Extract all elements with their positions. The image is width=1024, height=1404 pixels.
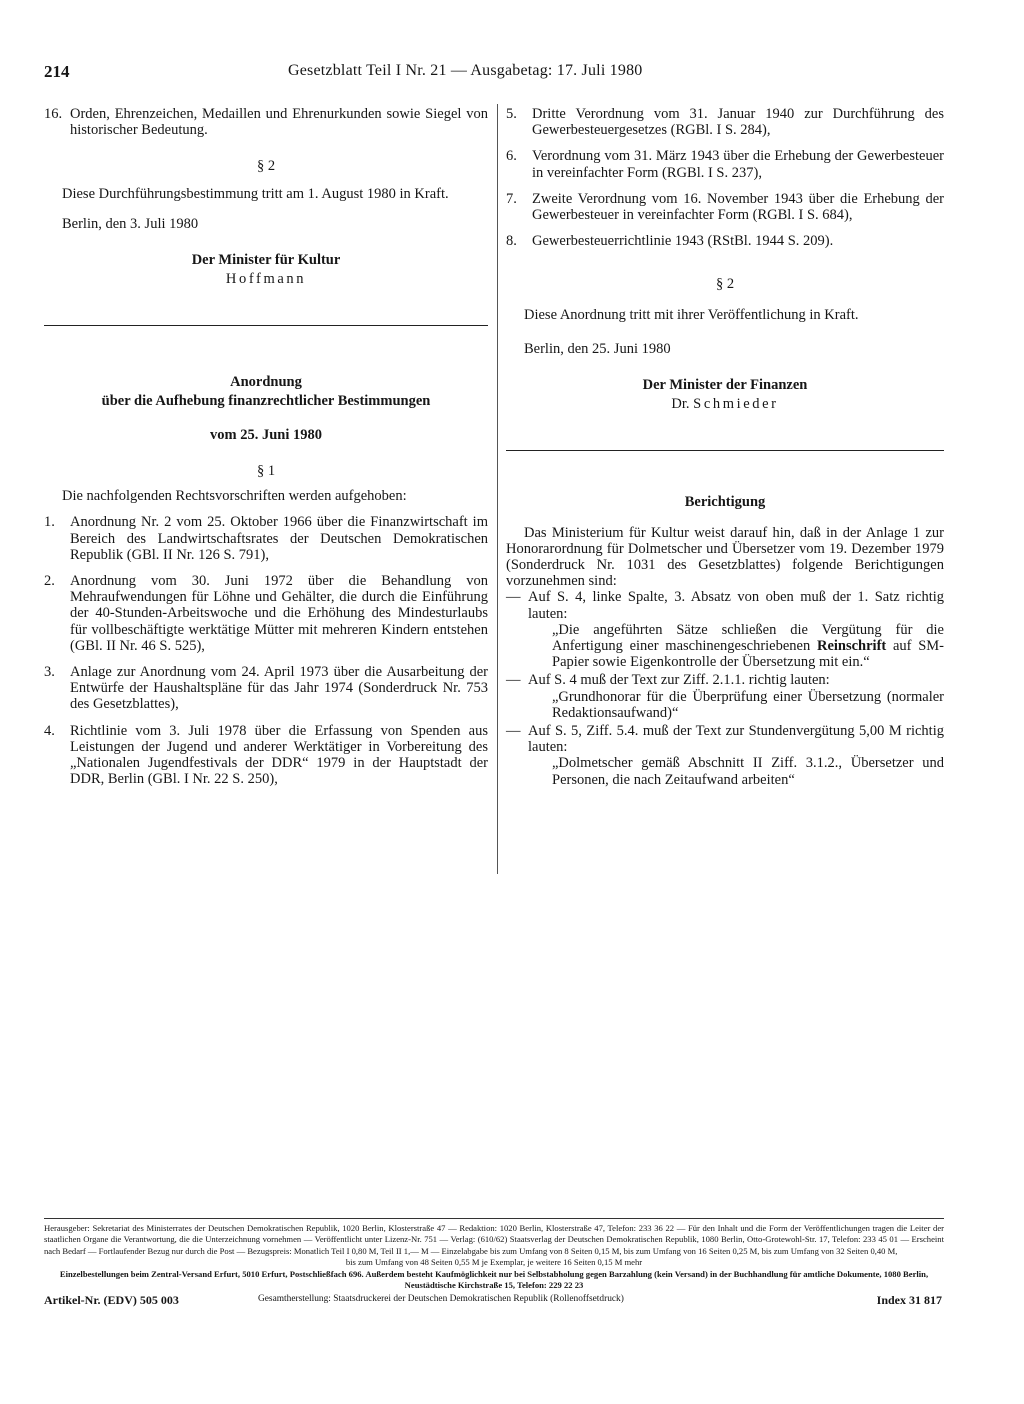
footer-rule [44, 1218, 944, 1219]
quote-text: „Die angeführten Sätze schließen die Vergütung für die Anfertigung einer maschinengeschriebenen [552, 621, 944, 655]
column-divider [497, 104, 498, 874]
section-rule [506, 450, 944, 451]
imprint-continued: bis zum Umfang von 48 Seiten 0,55 M je Exemplar, je weitere 16 Seiten 0,15 M mehr [345, 1257, 643, 1268]
page-footer [44, 1218, 944, 1309]
order-info: Einzelbestellungen beim Zentral-Versand Erfurt, 5010 Erfurt, Postschließfach 696. Außerdem besteht Kaufmöglichkeit nur bei Selbstabholung gegen Barzahlung (kein Versand) in der Buchhandlung für amtliche Dokumente, 1080 Berlin, Neustädtische Kirchstraße 15, Telefon: 229 22 23 [59, 1268, 929, 1291]
item-number: 7. [506, 190, 517, 207]
item-text: Anlage zur Anordnung vom 24. April 1973 über die Ausarbeitung der Entwürfe der Haushaltspläne für das Jahr 1974 (Sonderdruck Nr. 753 des Gesetzblattes), [70, 664, 488, 713]
order-subtitle: über die Aufhebung finanzrechtlicher Bestimmungen [101, 392, 431, 409]
correction-text: Auf S. 4 muß der Text zur Ziff. 2.1.1. richtig lauten: [528, 672, 830, 689]
list-item [44, 664, 488, 713]
list-item [506, 148, 944, 180]
correction-item [506, 589, 944, 621]
section-intro: Die nachfolgenden Rechtsvorschriften werden aufgehoben: [62, 488, 407, 505]
list-item [44, 573, 488, 654]
article-number: Artikel-Nr. (EDV) 505 003 [44, 1293, 179, 1308]
item-number: 5. [506, 106, 517, 122]
item-text: Zweite Verordnung vom 16. November 1943 über die Erhebung der Gewerbesteuer in vereinfachter Form (RGBl. I S. 684), [532, 190, 944, 224]
correction-intro: Das Ministerium für Kultur weist darauf hin, daß in der Anlage 1 zur Honorarordnung für Dolmetscher und Übersetzer vom 19. Dezember 1979 (Sonderdruck Nr. 1031 des Gesetzblattes) folgende Berichtigungen vorzunehmen sind: [506, 524, 944, 590]
order-title: Anordnung [230, 374, 302, 391]
section-heading: § 2 [256, 158, 276, 175]
section-heading: § 2 [715, 276, 735, 293]
item-number: 1. [44, 514, 55, 531]
place-date: Berlin, den 3. Juli 1980 [62, 215, 199, 232]
item-text: Dritte Verordnung vom 31. Januar 1940 zur Durchführung des Gewerbesteuergesetzes (RGBl. I S. 284), [532, 106, 944, 139]
correction-quote: „Dolmetscher gemäß Abschnitt II Ziff. 3.1.2., Übersetzer und Personen, die nach Zeitaufwand arbeiten“ [552, 755, 944, 788]
item-text: Anordnung Nr. 2 vom 25. Oktober 1966 über die Finanzwirtschaft im Bereich des Landwirtschaftsrates der Deutschen Demokratischen Republik (GBl. II Nr. 126 S. 791), [70, 514, 488, 563]
left-column [44, 104, 488, 787]
quote-bold: Reinschrift [816, 638, 887, 655]
dash-marker: — [506, 589, 521, 606]
footer-bottom-line [44, 1293, 944, 1309]
list-item [506, 191, 944, 223]
item-number: 3. [44, 664, 55, 681]
item-text: Orden, Ehrenzeichen, Medaillen und Ehrenurkunden sowie Siegel von historischer Bedeutung. [70, 106, 488, 139]
quote-text: auf SM-Papier sowie Eigenkontrolle der Übersetzung mit ein.“ [552, 638, 944, 671]
section-text: Diese Anordnung tritt mit ihrer Veröffentlichung in Kraft. [524, 306, 859, 323]
list-item [506, 233, 944, 249]
page-number: 214 [44, 62, 70, 81]
correction-item [506, 672, 944, 688]
section-text: Diese Durchführungsbestimmung tritt am 1. August 1980 in Kraft. [62, 185, 449, 202]
order-date: vom 25. Juni 1980 [210, 426, 322, 443]
signer-name: Hoffmann [225, 271, 307, 288]
item-text: Verordnung vom 31. März 1943 über die Erhebung der Gewerbesteuer in vereinfachter Form (RGBl. I S. 237), [532, 148, 944, 181]
item-text: Gewerbesteuerrichtlinie 1943 (RStBl. 1944 S. 209). [532, 233, 834, 250]
list-item [44, 106, 488, 138]
correction-text: Auf S. 5, Ziff. 5.4. muß der Text zur Stundenvergütung 5,00 M richtig lauten: [528, 723, 944, 756]
printer-info: Gesamtherstellung: Staatsdruckerei der Deutschen Demokratischen Republik (Rollenoffsetdruck) [258, 1294, 624, 1305]
signer-name: Schmieder [693, 396, 779, 413]
place-date: Berlin, den 25. Juni 1980 [524, 340, 671, 357]
item-number: 6. [506, 148, 517, 165]
section-rule [44, 325, 488, 326]
correction-title: Berichtigung [684, 494, 766, 511]
list-item [506, 106, 944, 138]
correction-quote [552, 622, 944, 671]
list-item [44, 723, 488, 788]
item-text: Anordnung vom 30. Juni 1972 über die Behandlung von Mehraufwendungen für Löhne und Gehälter, die durch die Einführung der 40-Stunden-Arbeitswoche und die Erhöhung des Mindesturlaubs für vollbeschäftigte werktätige Mütter mit mehreren Kindern entstehen (GBl. II Nr. 46 S. 525), [70, 573, 488, 654]
page-header [44, 60, 944, 86]
correction-item [506, 723, 944, 755]
list-item [44, 514, 488, 563]
signer-line [506, 396, 944, 412]
signer-prefix: Dr. [671, 396, 690, 413]
dash-marker: — [506, 723, 521, 740]
imprint: Herausgeber: Sekretariat des Ministerrates der Deutschen Demokratischen Republik, 1020 Berlin, Klosterstraße 47 — Redaktion: 1020 Berlin, Klosterstraße 47, Telefon: 233 36 22 — Für den Inhalt und die Form der Veröffentlichungen tragen die Leiter der staatlichen Organe die Verantwortung, die die Unterzeichnung vornehmen — Veröffentlicht unter Lizenz-Nr. 751 — Verlag: (610/62) Staatsverlag der Deutschen Demokratischen Republik, 1080 Berlin, Otto-Grotewohl-Str. 17, Telefon: 233 45 01 — Erscheint nach Bedarf — Fortlaufender Bezug nur durch die Post — Bezugspreis: Monatlich Teil I 0,80 M, Teil II 1,— M — Einzelabgabe bis zum Umfang von 8 Seiten 0,15 M, bis zum Umfang von 16 Seiten 0,25 M, bis zum Umfang von 32 Seiten 0,40 M, [44, 1223, 944, 1256]
signer-title: Der Minister für Kultur [191, 252, 341, 269]
right-column [506, 104, 944, 788]
header-title: Gesetzblatt Teil I Nr. 21 — Ausgabetag: 17. Juli 1980 [288, 62, 643, 79]
section-heading: § 1 [256, 463, 276, 480]
item-text: Richtlinie vom 3. Juli 1978 über die Erfassung von Spenden aus Leistungen der Jugend und anderer Werktätiger in Vorbereitung des „Nationalen Jugendfestivals der DDR“ 1979 in der Hauptstadt der DDR, Berlin (GBl. I Nr. 22 S. 250), [70, 722, 488, 788]
index-number: Index 31 817 [876, 1293, 942, 1308]
correction-quote: „Grundhonorar für die Überprüfung einer Übersetzung (normaler Redaktionsaufwand)“ [552, 688, 944, 721]
item-number: 4. [44, 722, 55, 739]
correction-text: Auf S. 4, linke Spalte, 3. Absatz von oben muß der 1. Satz richtig lauten: [528, 589, 944, 622]
signer-title: Der Minister der Finanzen [642, 377, 808, 394]
item-number: 8. [506, 233, 517, 250]
dash-marker: — [506, 672, 521, 689]
item-number: 2. [44, 573, 55, 590]
item-number: 16. [44, 106, 63, 122]
